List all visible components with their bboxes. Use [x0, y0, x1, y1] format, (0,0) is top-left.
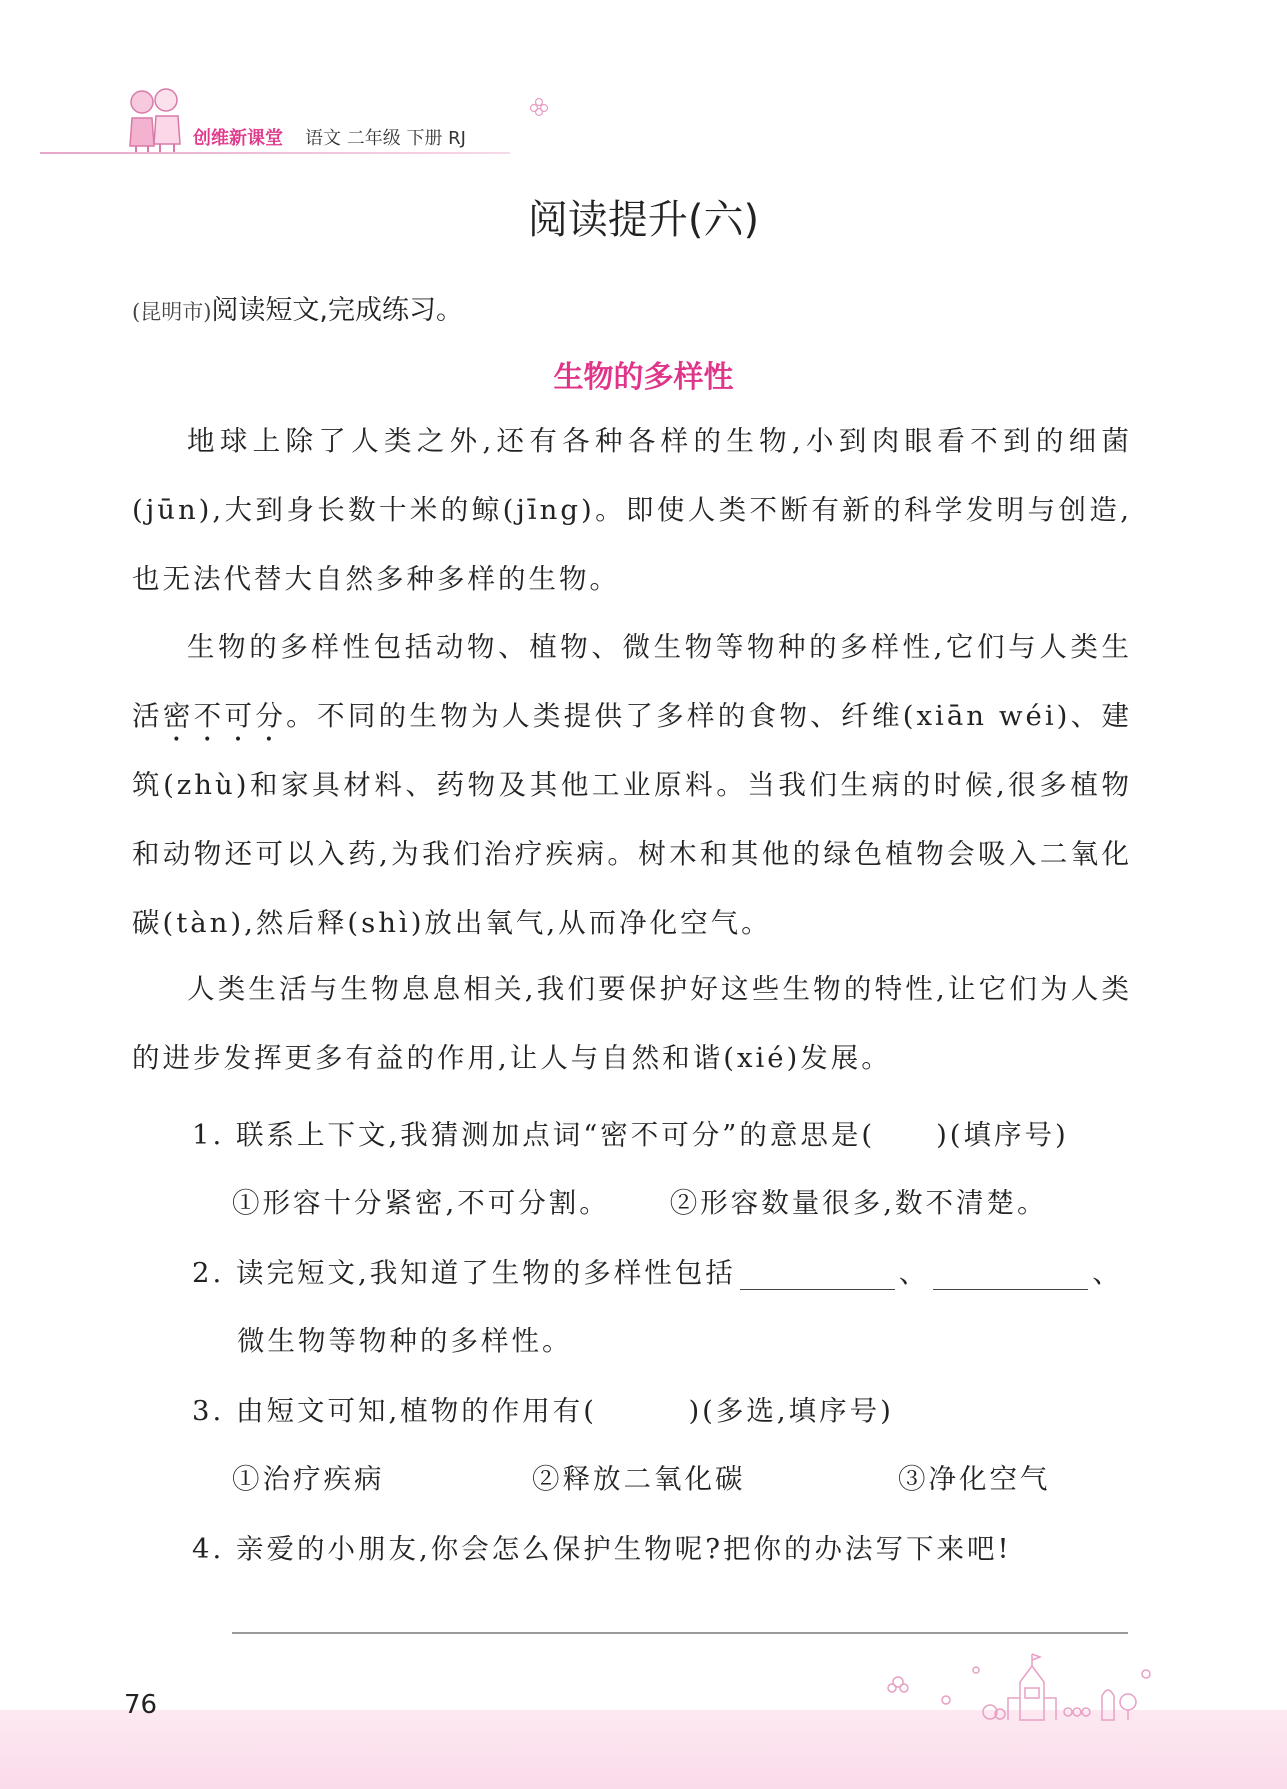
question-1-options	[232, 1180, 1048, 1220]
page-number: 76	[124, 1690, 158, 1720]
dotted-word: 密不可分	[162, 700, 287, 732]
question-2-end: 、	[1092, 1257, 1123, 1289]
question-1-option-2: ②形容数量很多,数不清楚。	[669, 1187, 1048, 1219]
question-2-continued: 微生物等物种的多样性。	[237, 1325, 573, 1357]
instruction-text: 阅读短文,完成练习。	[211, 295, 463, 326]
instruction	[132, 288, 463, 327]
question-1: 1. 联系上下文,我猜测加点词“密不可分”的意思是( )(填序号)	[192, 1119, 1069, 1151]
question-3-option-2: ②释放二氧化碳	[532, 1463, 746, 1495]
paragraph-2-before: 生物的多样性包括动物、植物、微生物等物种的多样性,它们与人类生活	[132, 631, 1132, 732]
question-2	[192, 1250, 1123, 1290]
answer-writing-line[interactable]	[232, 1632, 1128, 1634]
castle-decoration-icon	[880, 1648, 1160, 1724]
article-paragraph-3: 人类生活与生物息息相关,我们要保护好这些生物的特性,让它们为人类的进步发挥更多有益的作用,让人与自然和谐(xié)发展。	[132, 973, 1132, 1074]
header-underline	[40, 152, 510, 154]
question-4: 4. 亲爱的小朋友,你会怎么保护生物呢?把你的办法写下来吧!	[192, 1533, 1012, 1565]
flower-icon	[528, 96, 550, 118]
question-3-option-3: ③净化空气	[898, 1463, 1051, 1495]
article-title: 生物的多样性	[553, 360, 734, 395]
question-3: 3. 由短文可知,植物的作用有( )(多选,填序号)	[192, 1395, 894, 1427]
instruction-source: (昆明市)	[132, 300, 212, 324]
question-1-option-1: ①形容十分紧密,不可分割。	[232, 1187, 610, 1219]
article-paragraph-1: 地球上除了人类之外,还有各种各样的生物,小到肉眼看不到的细菌(jūn),大到身长数十米的鲸(jīng)。即使人类不断有新的科学发明与创造,也无法代替大自然多种多样的生物。	[132, 425, 1132, 595]
header-kids-illustration	[120, 84, 190, 156]
paragraph-2-after: 。不同的生物为人类提供了多样的食物、纤维(xiān wéi)、建筑(zhù)和家具材料、药物及其他工业原料。当我们生病的时候,很多植物和动物还可以入药,为我们治疗疾病。树木和其他的绿色植物会吸入二氧化碳(tàn),然后释(shì)放出氧气,从而净化空气。	[132, 700, 1133, 939]
question-2-text: 2. 读完短文,我知道了生物的多样性包括	[192, 1257, 736, 1289]
question-2-separator: 、	[898, 1257, 930, 1289]
header-brand: 创维新课堂	[193, 128, 283, 149]
article-paragraph-2	[132, 613, 1132, 958]
answer-blank-1[interactable]	[740, 1259, 895, 1290]
answer-blank-2[interactable]	[933, 1259, 1088, 1290]
question-3-option-1: ①治疗疾病	[232, 1463, 385, 1495]
page-title: 阅读提升(六)	[527, 197, 760, 243]
header-subject: 语文 二年级 下册 RJ	[305, 128, 466, 149]
